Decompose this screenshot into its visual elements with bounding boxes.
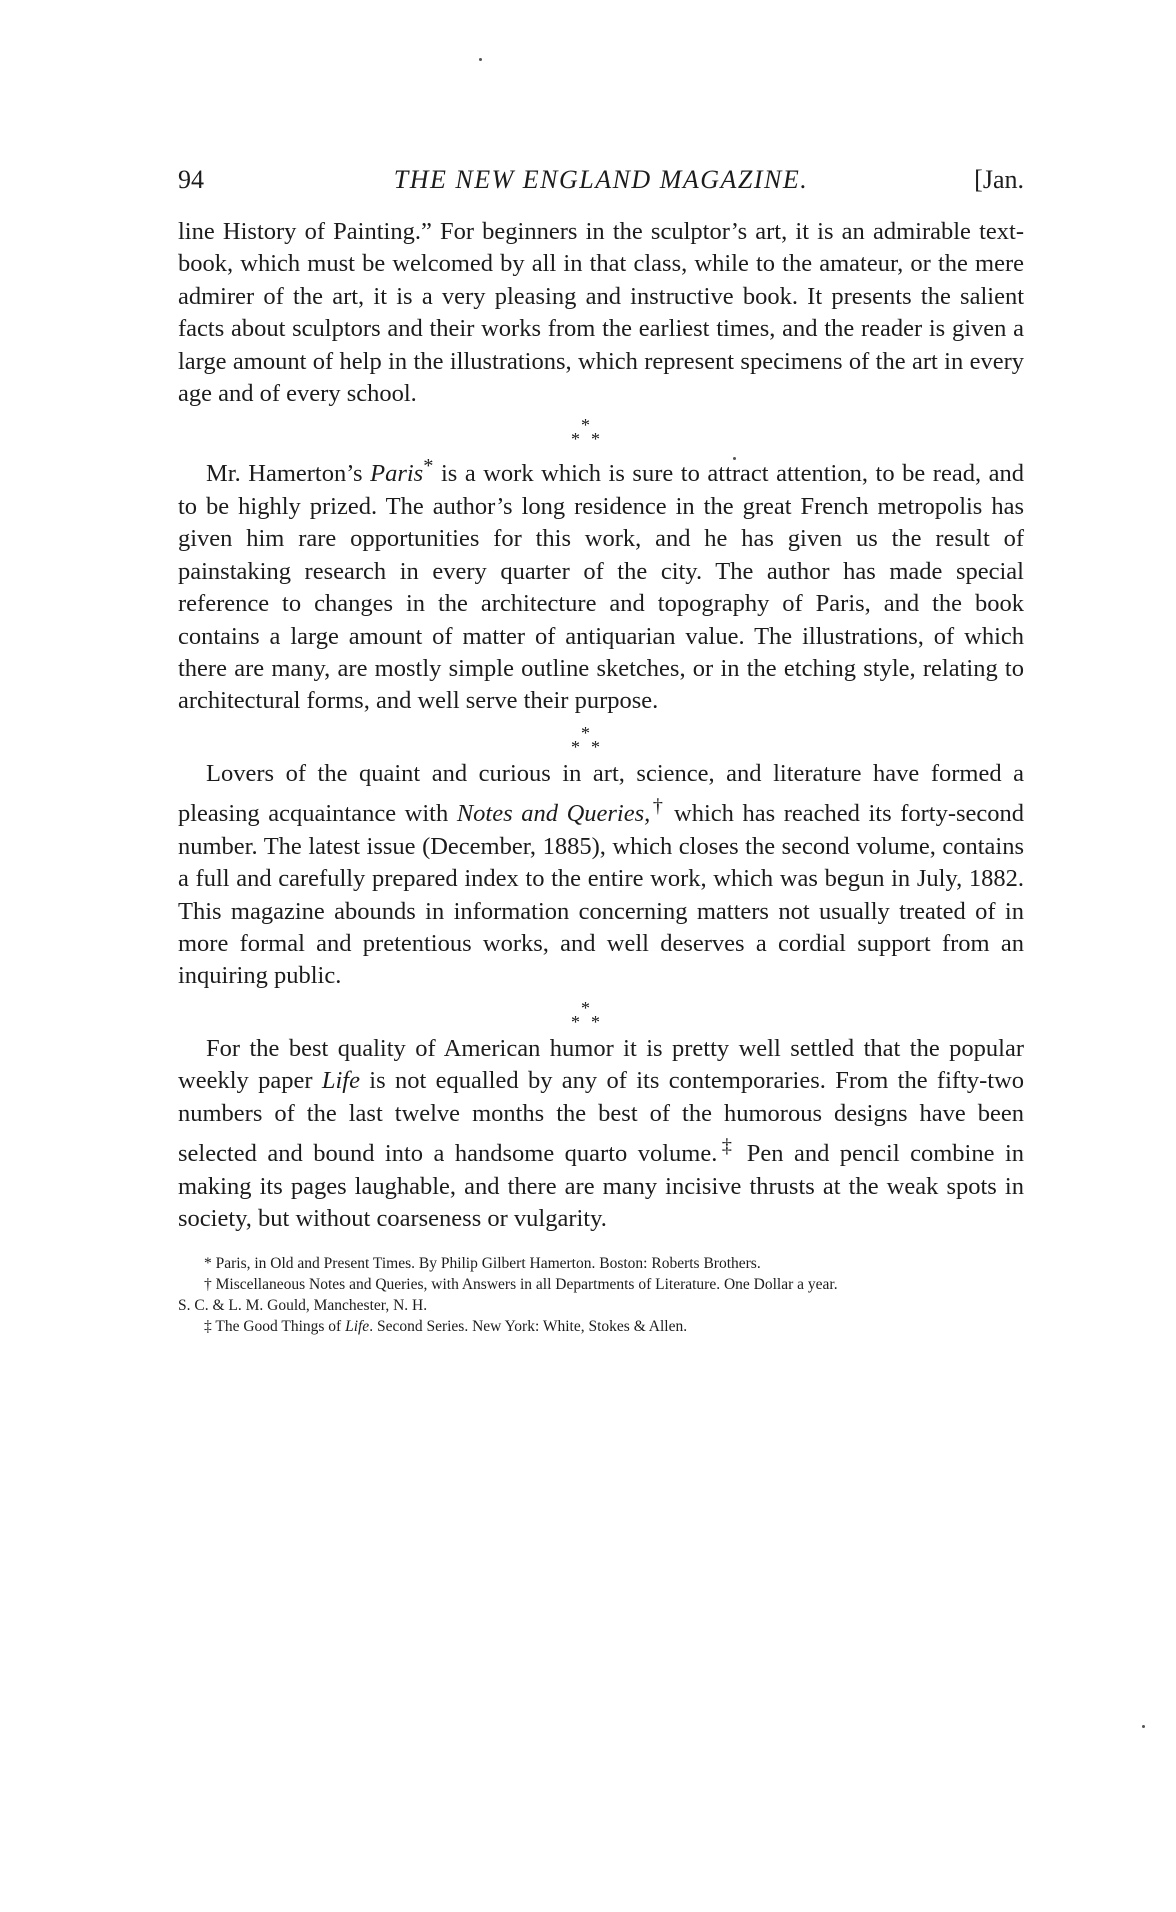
footnote-text: . Second Series. New York: White, Stokes & Allen.: [369, 1318, 688, 1336]
paragraph-notes-queries-review: [178, 758, 1024, 993]
scan-speck: [733, 457, 736, 460]
asterism-star: *: [581, 997, 590, 1018]
scan-speck: [479, 58, 482, 61]
footnote-paris: * Paris, in Old and Present Times. By Philip Gilbert Hamerton. Boston: Roberts Brothers.: [204, 1255, 761, 1273]
paragraph-text: is a work which is sure to attract attention, to be read, and to be highly prized. The author’s long residence in the great French metropolis has given him rare opportunities for this work, and he has given us the result of painstaking research in every quarter of the city. The author has made special reference to changes in the architecture and topography of Paris, and the book contains a large amount of matter of antiquarian value. The illustrations, of which there are many, are mostly simple outline sketches, or in the etching style, relating to architectural forms, and well serve their purpose.: [178, 460, 1024, 715]
paragraph-text: Lovers of the quaint and curious in art, science, and literature have formed a pleasing acquaintance with: [178, 759, 1024, 828]
scan-speck: [1142, 1725, 1145, 1728]
footnotes: [178, 1253, 1024, 1337]
running-title: THE NEW ENGLAND MAGAZINE.: [393, 165, 809, 194]
footnote-life: [178, 1316, 1024, 1337]
asterism-star: *: [581, 722, 590, 743]
paragraph-text: Mr. Hamerton’s: [206, 460, 371, 488]
page-number: 94: [178, 165, 204, 194]
article-body: [178, 216, 1024, 1337]
paragraph-text: is not equalled by any of its contemporaries. From the fifty-two numbers of the last twelve months the best of the humorous designs have been selected and bound into a handsome quarto volume.: [178, 1067, 1025, 1168]
book-title: Paris: [370, 460, 424, 488]
paragraph-sculpture-review: line History of Painting.” For beginners in the sculptor’s art, it is an admirable text-book, which must be welcomed by all in that class, while to the amateur, or the mere admirer of the art, it is a very pleasing and instructive book. It presents the salient facts about sculptors and their works from the earliest times, and the reader is given a large amount of help in the illustrations, which represent specimens of the art in every age and of every school.: [178, 218, 1024, 408]
footnote-mark: ‡: [717, 1135, 737, 1158]
asterism-star: *: [591, 736, 600, 757]
section-asterism: [178, 410, 1024, 450]
footnote-text: ‡ The Good Things of: [204, 1318, 346, 1336]
paragraph-text: For the best quality of American humor it is pretty well settled that the popular weekly paper: [178, 1034, 1024, 1095]
asterism-star: *: [581, 415, 590, 436]
asterism-star: *: [571, 736, 580, 757]
section-asterism: [178, 993, 1024, 1033]
header-month: [Jan.: [974, 165, 1024, 194]
paragraph-life-review: [178, 1033, 1024, 1236]
asterism-star: *: [571, 1011, 580, 1032]
footnote-mark: *: [423, 455, 434, 478]
footnote-notes-queries-continued: S. C. & L. M. Gould, Manchester, N. H.: [178, 1297, 428, 1315]
periodical-title: Life: [321, 1067, 360, 1095]
asterism-star: *: [591, 1011, 600, 1032]
paragraph-text: which has reached its forty-second number. The latest issue (December, 1885), which closes the second volume, contains a full and carefully prepared index to the entire work, which was begun in July, 1882. This magazine abounds in information concerning matters not usually treated of in more formal and pretentious works, and well deserves a cordial support from an inquiring public.: [178, 800, 1025, 990]
asterism-star: *: [591, 429, 600, 450]
paragraph-paris-review: [178, 450, 1024, 717]
footnote-mark: †: [650, 795, 666, 818]
asterism-star: *: [571, 429, 580, 450]
footnote-title: Life: [345, 1318, 370, 1336]
footnote-notes-queries: † Miscellaneous Notes and Queries, with Answers in all Departments of Literature. One Dollar a year.: [204, 1276, 838, 1294]
periodical-title: Notes and Queries,: [456, 800, 651, 828]
page-header: [178, 160, 1024, 200]
section-asterism: [178, 718, 1024, 758]
paragraph-text: Pen and pencil combine in making its pages laughable, and there are many incisive thrusts at the weak spots in society, but without coarseness or vulgarity.: [178, 1140, 1025, 1233]
